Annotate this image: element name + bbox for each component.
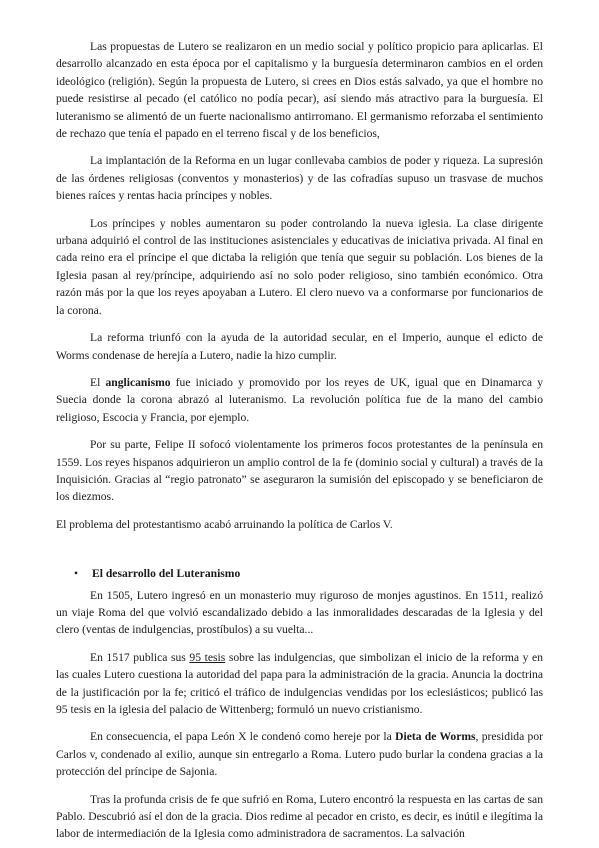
paragraph-95-tesis [56,649,543,719]
paragraph-crisis-fe: Tras la profunda crisis de fe que sufrió en Roma, Lutero encontró la respuesta en las cartas de san Pablo. Descubrió así el don de la gracia. Dios redime al pecador en cristo, es decir, es inútil e ilegítima la labor de intermediación de la Iglesia como administradora de sacramentos. La salvación [56,792,543,841]
paragraph-problema-protestantismo: El problema del protestantismo acabó arruinando la política de Carlos V. [56,517,393,531]
text-segment: sobre las indulgencias, que simbolizan el inicio de la reforma y en las cuales Lutero cuestiona la autoridad del papa para la administración de la gracia. Anuncia la doctrina de la justificación por la fe; criticó el tráfico de indulgencias vendidas por los eclesiásticos; publicó las 95 tesis en la iglesia del palacio de Wittenberg; formuló un nuevo cristianismo. [56,650,543,716]
section-spacer [56,543,543,565]
section-heading [74,565,543,582]
text-segment: En 1517 publica sus [90,650,190,664]
bold-term-dieta-worms: Dieta de Worms [395,730,476,744]
text-segment: El [90,375,106,389]
paragraph-implantacion-reforma: La implantación de la Reforma en un lugar conllevaba cambios de poder y riqueza. La supresión de las órdenes religiosas (conventos y monasterios) y de las cofradías supuso un trasvase de muchos bienes raíces y rentas hacia príncipes y nobles. [56,154,543,203]
section-heading-text: El desarrollo del Luteranismo [92,567,241,581]
paragraph-anglicanismo [56,374,543,426]
bullet-icon: • [74,567,79,581]
link-95-tesis[interactable]: 95 tesis [189,650,226,664]
text-segment: , presidida por Carlos v, condenado al exilio, aunque sin entregarlo a Roma. Lutero pudo burlar la condena gracias a la protección del príncipe de Sajonia. [56,730,543,779]
text-segment: En consecuencia, el papa León X le condenó como hereje por la [90,730,396,744]
paragraph-principes-nobles: Los príncipes y nobles aumentaron su poder controlando la nueva iglesia. La clase dirigente urbana adquirió el control de las instituciones asistenciales y educativas de iniciativa privada. Al final en cada reino era el príncipe el que dictaba la religión que tenía que seguir su población. Los bienes de la Iglesia pasan al rey/príncipe, adquiriendo así no solo poder religioso, sino también económico. Otra razón más por la que los reyes apoyaban a Lutero. El clero nuevo va a conformarse por funcionarios de la corona. [56,216,543,317]
paragraph-felipe-ii: Por su parte, Felipe II sofocó violentamente los primeros focos protestantes de la península en 1559. Los reyes hispanos adquirieron un amplio control de la fe (dominio social y cultural) a través de la Inquisición. Gracias al “regio patronato” se aseguraron la sumisión del episcopado y se beneficiaron de los diezmos. [56,438,543,504]
text-segment: fue iniciado y promovido por los reyes de UK, igual que en Dinamarca y Suecia donde la corona abrazó al luteranismo. La revolución política fue de la mano del cambio religioso, Escocia y Francia, por ejemplo. [56,375,544,424]
paragraph-1505-monasterio: En 1505, Lutero ingresó en un monasterio muy riguroso de monjes agustinos. En 1511, realizó un viaje Roma del que volvió escandalizado debido a las inmoralidades descaradas de la Iglesia y del clero (ventas de indulgencias, prostíbulos) a su vuelta... [56,588,543,637]
bold-term-anglicanismo: anglicanismo [105,375,171,389]
paragraph-propuestas-lutero: Las propuestas de Lutero se realizaron en un medio social y político propicio para aplicarlas. El desarrollo alcanzado en esta época por el capitalismo y la burguesía determinaron cambios en el orden ideológico (religión). Según la propuesta de Lutero, si crees en Dios estás salvado, ya que el hombre no puede resistirse al pecado (el católico no podía pecar), así siendo más atractivo para la burguesía. El luteranismo se alimentó de un fuerte nacionalismo antirromano. El germanismo reforzaba el sentimiento de rechazo que tenía el papado en el terreno fiscal y de los beneficios, [56,40,543,141]
paragraph-dieta-worms [56,728,543,780]
paragraph-reforma-triunfo: La reforma triunfó con la ayuda de la autoridad secular, en el Imperio, aunque el edicto de Worms condenase de herejía a Lutero, nadie la hizo cumplir. [56,331,543,362]
